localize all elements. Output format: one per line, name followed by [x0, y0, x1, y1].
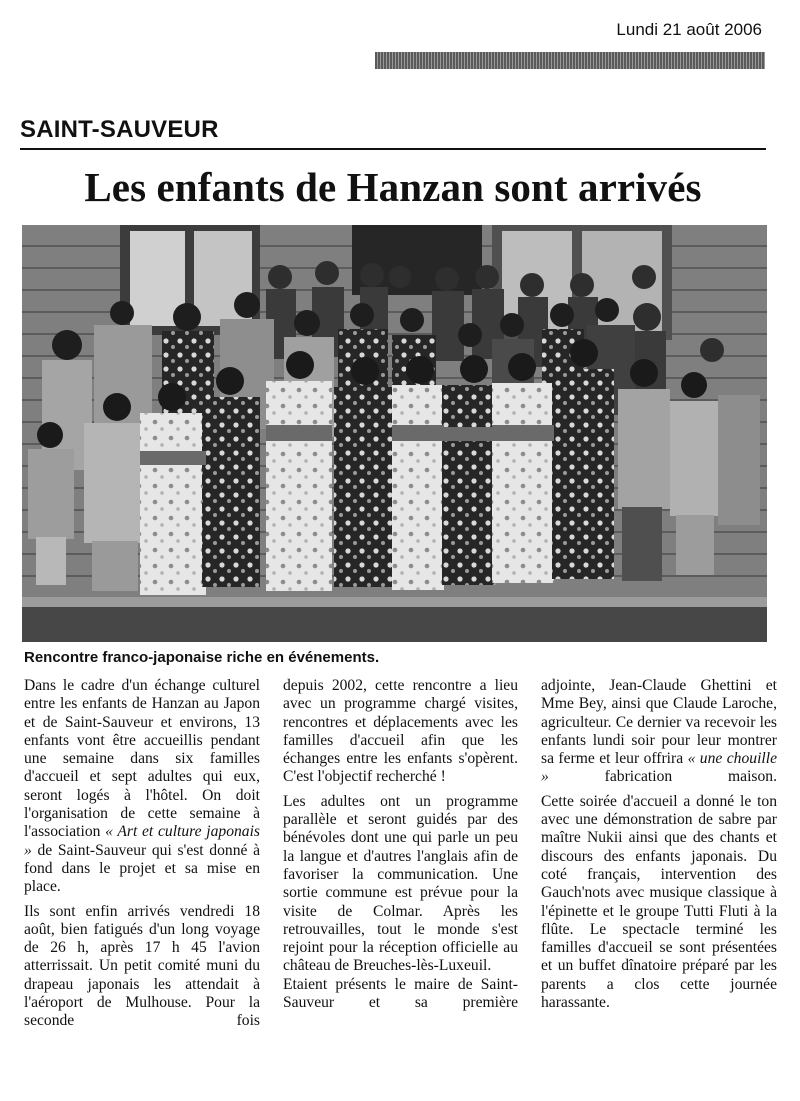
paragraph: Dans le cadre d'un échange culturel entre les enfants de Hanzan au Japon et de Saint-Sauveur et environs, 13 enfants vont être accueillis pendant une semaine dans six familles d'accueil et sept adultes qui eux, seront logés à l'hôtel. On doit l'organisation de cette semaine à l'association « Art et culture japonais » de Saint-Sauveur qui s'est donné à fond dans le projet et sa mise en place. [24, 677, 260, 896]
rubric-rule [20, 148, 766, 150]
photo-caption: Rencontre franco-japonaise riche en événements. [24, 649, 380, 666]
paragraph: Cette soirée d'accueil a donné le ton avec une démonstration de sabre par maître Nukii ainsi que des chants et discours des enfants japonais. Du coté français, intervention des Gauch'nots avec musique classique à l'épinette et le groupe Tutti Fluti à la flûte. Le spectacle terminé les familles d'accueil se sont présentées et un buffet dînatoire préparé par les parents a clos cette journée harassante. [541, 792, 777, 1012]
italic-title: « Art et culture japonais » [24, 823, 260, 859]
article-column-1 [24, 677, 260, 1031]
headline: Les enfants de Hanzan sont arrivés [84, 164, 702, 210]
date: Lundi 21 août 2006 [616, 20, 762, 39]
paragraph: Etaient présents le maire de Saint-Sauveur et sa première [283, 975, 518, 1012]
paragraph: depuis 2002, cette rencontre a lieu avec un programme chargé visites, rencontres et déplacements avec les familles d'accueil afin que les échanges entre les enfants s'opèrent. C'est l'objectif recherché ! [283, 677, 518, 786]
italic-phrase: « une chouille » [541, 750, 777, 786]
group-photo [22, 225, 767, 642]
article-column-3 [541, 677, 777, 1012]
paragraph: Les adultes ont un programme parallèle et seront guidés par des bénévoles dont une qui parle un peu la langue et d'autres l'anglais afin de favoriser la communication. Une sortie commune est prévue pour la visite de Colmar. Après les retrouvailles, tout le monde s'est rejoint pour la réception officielle au château de Breuches-lès-Luxeuil. [283, 792, 518, 975]
rubric: SAINT-SAUVEUR [20, 116, 219, 143]
date-rule [375, 52, 765, 69]
paragraph: adjointe, Jean-Claude Ghettini et Mme Bey, ainsi que Claude Laroche, agriculteur. Ce dernier va recevoir les enfants lundi soir pour leur montrer sa ferme et leur offrira « une chouille » fabrication maison. [541, 677, 777, 786]
group-photo-icon [22, 225, 767, 642]
article-column-2 [283, 677, 518, 1012]
paragraph: Ils sont enfin arrivés vendredi 18 août, bien fatigués d'un long voyage de 26 h, après 17 h 45 l'avion atterrissait. Un petit comité muni du drapeau japonais les attendait à l'aéroport de Mulhouse. Pour la seconde fois [24, 902, 260, 1030]
